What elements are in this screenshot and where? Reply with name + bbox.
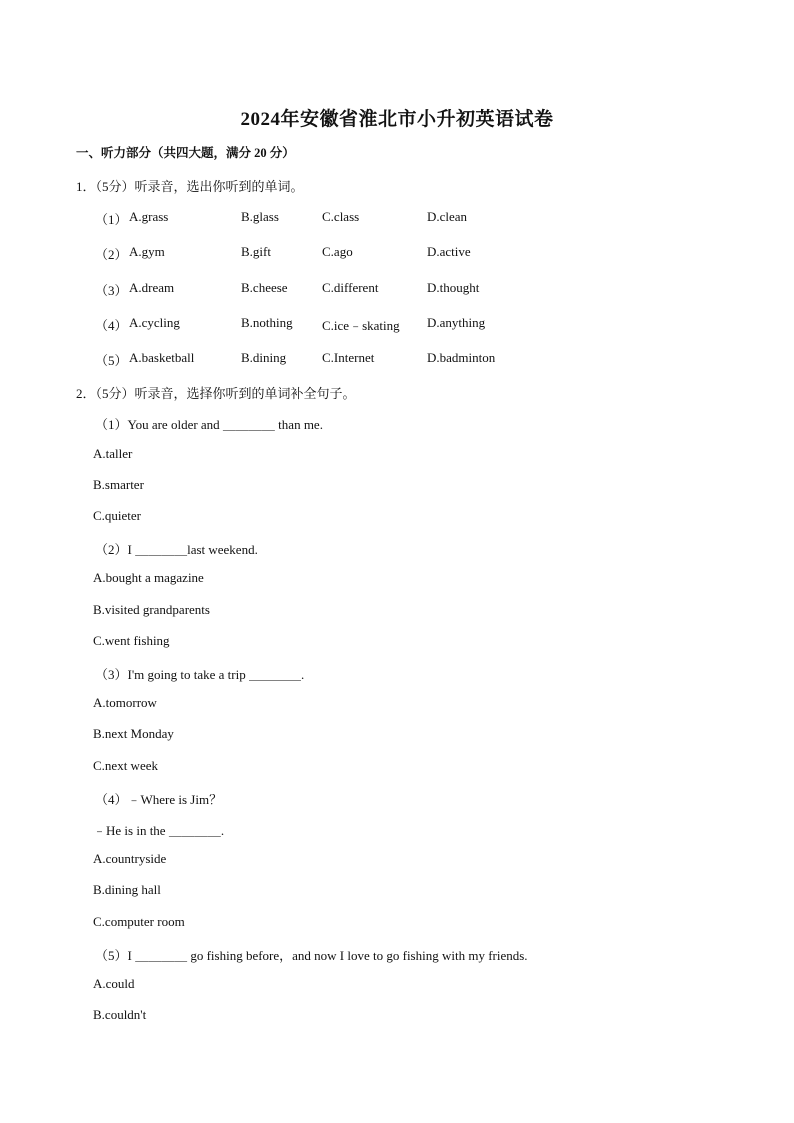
choice-c: C.went fishing bbox=[93, 633, 170, 648]
row-label: （3） bbox=[95, 283, 128, 298]
option-c: C.ice﹣skating bbox=[322, 318, 400, 333]
option-b: B.nothing bbox=[241, 315, 293, 330]
choice-b: B.dining hall bbox=[93, 882, 161, 897]
choice-b: B.visited grandparents bbox=[93, 602, 210, 617]
option-a: A.dream bbox=[129, 280, 175, 295]
option-b: B.glass bbox=[241, 209, 279, 224]
option-c: C.ago bbox=[322, 244, 353, 259]
option-c: C.class bbox=[322, 209, 360, 224]
option-b: B.dining bbox=[241, 350, 287, 365]
question-1-stem: 1．（5分）听录音，选出你听到的单词。 bbox=[76, 179, 304, 194]
question-2-sub-5-prompt: （5）I ＿＿＿＿ go fishing before，and now I love to go fishing with my friends. bbox=[95, 948, 528, 963]
row-label: （2） bbox=[95, 247, 128, 262]
question-2-sub-1-prompt: （1）You are older and ＿＿＿＿ than me. bbox=[95, 417, 323, 432]
question-2-sub-4-reply: ﹣He is in the ＿＿＿＿. bbox=[93, 823, 225, 838]
choice-b: B.smarter bbox=[93, 477, 144, 492]
choice-a: A.taller bbox=[93, 446, 133, 461]
option-d: D.badminton bbox=[427, 350, 496, 365]
option-b: B.cheese bbox=[241, 280, 288, 295]
question-2-stem: 2．（5分）听录音，选择你听到的单词补全句子。 bbox=[76, 386, 356, 401]
choice-a: A.bought a magazine bbox=[93, 570, 204, 585]
choice-c: C.next week bbox=[93, 758, 158, 773]
option-d: D.active bbox=[427, 244, 471, 259]
choice-a: A.tomorrow bbox=[93, 695, 157, 710]
row-label: （4） bbox=[95, 318, 128, 333]
option-d: D.clean bbox=[427, 209, 468, 224]
option-d: D.anything bbox=[427, 315, 486, 330]
option-a: A.cycling bbox=[129, 315, 180, 330]
option-c: C.Internet bbox=[322, 350, 375, 365]
choice-a: A.could bbox=[93, 976, 135, 991]
row-label: （1） bbox=[95, 212, 128, 227]
choice-b: B.couldn't bbox=[93, 1007, 147, 1022]
question-2-sub-2-prompt: （2）I ＿＿＿＿last weekend. bbox=[95, 542, 258, 557]
choice-c: C.quieter bbox=[93, 508, 142, 523]
option-b: B.gift bbox=[241, 244, 271, 259]
option-a: A.grass bbox=[129, 209, 169, 224]
page-title: 2024年安徽省淮北市小升初英语试卷 bbox=[240, 109, 554, 130]
section-heading-listening: 一、听力部分（共四大题，满分 20 分） bbox=[76, 146, 295, 160]
choice-b: B.next Monday bbox=[93, 726, 174, 741]
choice-c: C.computer room bbox=[93, 914, 185, 929]
choice-a: A.countryside bbox=[93, 851, 167, 866]
option-a: A.gym bbox=[129, 244, 165, 259]
option-a: A.basketball bbox=[129, 350, 195, 365]
row-label: （5） bbox=[95, 353, 128, 368]
option-d: D.thought bbox=[427, 280, 480, 295]
question-2-sub-3-prompt: （3）I'm going to take a trip ＿＿＿＿. bbox=[95, 667, 305, 682]
question-2-sub-4-prompt: （4）﹣Where is Jim？ bbox=[95, 792, 223, 807]
option-c: C.different bbox=[322, 280, 379, 295]
